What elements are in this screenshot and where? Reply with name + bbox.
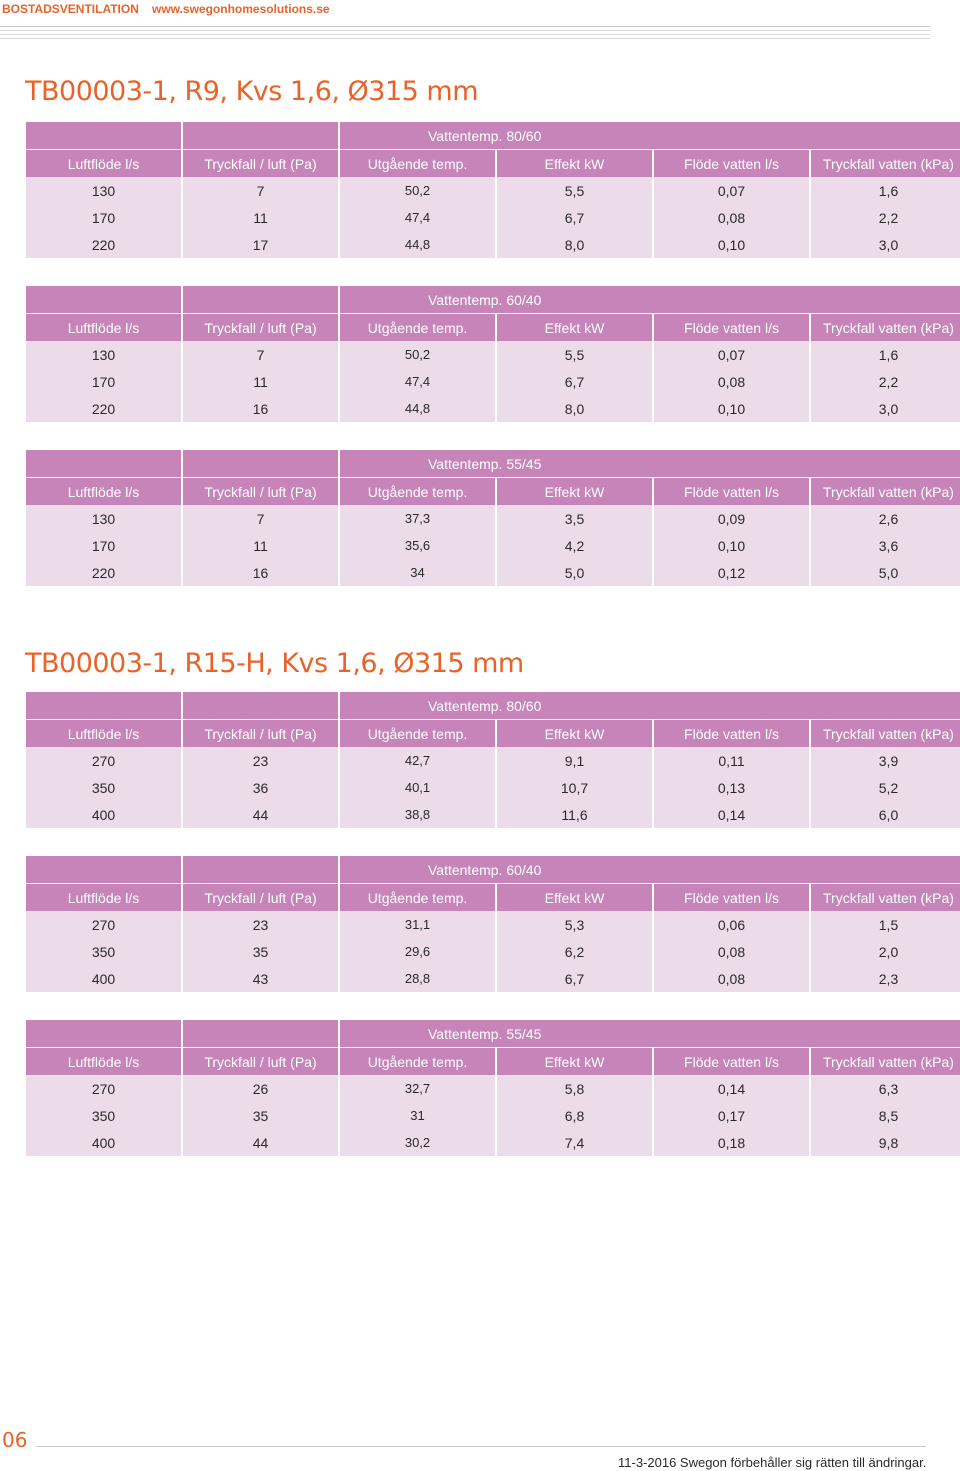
table-cell: 2,2 [811, 368, 960, 395]
table-cell: 6,7 [497, 368, 652, 395]
table-cell: 32,7 [340, 1075, 495, 1102]
table-cell: 11 [183, 204, 338, 231]
column-header: Flöde vatten l/s [654, 314, 809, 341]
table-row [26, 1075, 960, 1102]
temp-row-spacer [26, 1020, 181, 1048]
column-header: Effekt kW [497, 478, 652, 505]
table-cell: 3,0 [811, 395, 960, 422]
performance-table [24, 1020, 960, 1156]
table-cell: 30,2 [340, 1129, 495, 1156]
temp-row-spacer [183, 122, 338, 150]
section-title: TB00003-1, R15-H, Kvs 1,6, Ø315 mm [25, 648, 524, 679]
water-temp-row [26, 122, 960, 150]
table-cell: 11,6 [497, 801, 652, 828]
table-cell: 7 [183, 341, 338, 368]
table-cell: 0,14 [654, 1075, 809, 1102]
table-cell: 3,9 [811, 747, 960, 774]
table-cell: 40,1 [340, 774, 495, 801]
table-cell: 4,2 [497, 532, 652, 559]
table-cell: 220 [26, 231, 181, 258]
table-row [26, 911, 960, 938]
column-header: Utgående temp. [340, 478, 495, 505]
column-header-row [26, 478, 960, 505]
column-header: Tryckfall vatten (kPa) [811, 720, 960, 747]
table-cell: 2,0 [811, 938, 960, 965]
table-cell: 10,7 [497, 774, 652, 801]
table-row [26, 368, 960, 395]
table-cell: 0,10 [654, 395, 809, 422]
column-header-row [26, 314, 960, 341]
table-cell: 44 [183, 801, 338, 828]
page-number: 06 [2, 1428, 28, 1452]
table-cell: 220 [26, 395, 181, 422]
water-temp-label: Vattentemp. 60/40 [340, 286, 960, 314]
table-cell: 400 [26, 1129, 181, 1156]
column-header-row [26, 884, 960, 911]
table-cell: 0,08 [654, 965, 809, 992]
table-cell: 220 [26, 559, 181, 586]
table-cell: 270 [26, 1075, 181, 1102]
column-header: Flöde vatten l/s [654, 884, 809, 911]
table-cell: 34 [340, 559, 495, 586]
table-cell: 0,08 [654, 368, 809, 395]
table-cell: 170 [26, 204, 181, 231]
table-cell: 44,8 [340, 231, 495, 258]
table-cell: 5,5 [497, 177, 652, 204]
table-cell: 8,5 [811, 1102, 960, 1129]
table-cell: 6,3 [811, 1075, 960, 1102]
performance-table [24, 122, 960, 258]
table-cell: 0,17 [654, 1102, 809, 1129]
table-cell: 0,13 [654, 774, 809, 801]
column-header: Tryckfall / luft (Pa) [183, 884, 338, 911]
table-cell: 170 [26, 532, 181, 559]
column-header: Tryckfall / luft (Pa) [183, 314, 338, 341]
table-cell: 16 [183, 559, 338, 586]
table-cell: 3,0 [811, 231, 960, 258]
column-header: Utgående temp. [340, 720, 495, 747]
table-cell: 7 [183, 177, 338, 204]
column-header: Effekt kW [497, 884, 652, 911]
table-cell: 400 [26, 965, 181, 992]
column-header: Tryckfall / luft (Pa) [183, 150, 338, 177]
water-temp-label: Vattentemp. 55/45 [340, 450, 960, 478]
column-header: Tryckfall / luft (Pa) [183, 478, 338, 505]
table-cell: 35,6 [340, 532, 495, 559]
temp-row-spacer [183, 856, 338, 884]
table-cell: 0,09 [654, 505, 809, 532]
column-header: Tryckfall vatten (kPa) [811, 478, 960, 505]
table-cell: 28,8 [340, 965, 495, 992]
temp-row-spacer [26, 450, 181, 478]
column-header: Effekt kW [497, 720, 652, 747]
footer-notice: 11-3-2016 Swegon förbehåller sig rätten till ändringar. [618, 1455, 927, 1470]
table-cell: 0,14 [654, 801, 809, 828]
table-cell: 5,8 [497, 1075, 652, 1102]
column-header: Utgående temp. [340, 150, 495, 177]
water-temp-label: Vattentemp. 60/40 [340, 856, 960, 884]
column-header: Luftflöde l/s [26, 884, 181, 911]
column-header: Utgående temp. [340, 314, 495, 341]
temp-row-spacer [183, 1020, 338, 1048]
table-cell: 0,10 [654, 532, 809, 559]
table-cell: 6,2 [497, 938, 652, 965]
table-cell: 50,2 [340, 341, 495, 368]
column-header-row [26, 1048, 960, 1075]
table-row [26, 1129, 960, 1156]
table-cell: 3,5 [497, 505, 652, 532]
table-cell: 2,6 [811, 505, 960, 532]
table-row [26, 1102, 960, 1129]
water-temp-label: Vattentemp. 80/60 [340, 122, 960, 150]
table-row [26, 231, 960, 258]
table-cell: 9,8 [811, 1129, 960, 1156]
table-cell: 0,07 [654, 341, 809, 368]
table-cell: 7 [183, 505, 338, 532]
table-cell: 44,8 [340, 395, 495, 422]
table-cell: 5,0 [497, 559, 652, 586]
temp-row-spacer [183, 692, 338, 720]
column-header: Luftflöde l/s [26, 720, 181, 747]
table-cell: 0,10 [654, 231, 809, 258]
temp-row-spacer [183, 286, 338, 314]
table-cell: 0,08 [654, 938, 809, 965]
column-header: Utgående temp. [340, 884, 495, 911]
table-cell: 47,4 [340, 204, 495, 231]
column-header: Effekt kW [497, 1048, 652, 1075]
table-cell: 0,06 [654, 911, 809, 938]
table-cell: 170 [26, 368, 181, 395]
table-cell: 11 [183, 532, 338, 559]
table-cell: 38,8 [340, 801, 495, 828]
table-row [26, 559, 960, 586]
column-header: Effekt kW [497, 150, 652, 177]
header-rules [0, 26, 930, 42]
table-cell: 350 [26, 938, 181, 965]
table-cell: 6,7 [497, 965, 652, 992]
column-header: Tryckfall vatten (kPa) [811, 1048, 960, 1075]
table-cell: 42,7 [340, 747, 495, 774]
table-cell: 6,7 [497, 204, 652, 231]
performance-table [24, 856, 960, 992]
table-row [26, 395, 960, 422]
table-cell: 5,3 [497, 911, 652, 938]
table-cell: 29,6 [340, 938, 495, 965]
table-row [26, 341, 960, 368]
column-header: Luftflöde l/s [26, 478, 181, 505]
table-cell: 31,1 [340, 911, 495, 938]
table-cell: 350 [26, 1102, 181, 1129]
table-row [26, 204, 960, 231]
footer-divider [36, 1446, 926, 1447]
water-temp-row [26, 1020, 960, 1048]
column-header: Tryckfall / luft (Pa) [183, 1048, 338, 1075]
water-temp-row [26, 286, 960, 314]
temp-row-spacer [26, 286, 181, 314]
table-cell: 0,18 [654, 1129, 809, 1156]
table-cell: 50,2 [340, 177, 495, 204]
table-row [26, 774, 960, 801]
column-header: Tryckfall vatten (kPa) [811, 884, 960, 911]
column-header: Tryckfall / luft (Pa) [183, 720, 338, 747]
table-cell: 7,4 [497, 1129, 652, 1156]
column-header: Tryckfall vatten (kPa) [811, 150, 960, 177]
table-cell: 44 [183, 1129, 338, 1156]
table-cell: 23 [183, 747, 338, 774]
table-cell: 0,07 [654, 177, 809, 204]
table-row [26, 938, 960, 965]
table-cell: 2,2 [811, 204, 960, 231]
table-cell: 9,1 [497, 747, 652, 774]
column-header: Flöde vatten l/s [654, 1048, 809, 1075]
table-cell: 3,6 [811, 532, 960, 559]
table-row [26, 965, 960, 992]
temp-row-spacer [183, 450, 338, 478]
table-cell: 8,0 [497, 395, 652, 422]
performance-table [24, 450, 960, 586]
column-header: Flöde vatten l/s [654, 478, 809, 505]
column-header-row [26, 150, 960, 177]
table-cell: 37,3 [340, 505, 495, 532]
table-cell: 36 [183, 774, 338, 801]
table-cell: 2,3 [811, 965, 960, 992]
column-header: Tryckfall vatten (kPa) [811, 314, 960, 341]
column-header: Effekt kW [497, 314, 652, 341]
table-row [26, 177, 960, 204]
temp-row-spacer [26, 856, 181, 884]
table-cell: 11 [183, 368, 338, 395]
table-cell: 35 [183, 938, 338, 965]
table-cell: 26 [183, 1075, 338, 1102]
table-cell: 17 [183, 231, 338, 258]
table-cell: 270 [26, 747, 181, 774]
brand-label: BOSTADSVENTILATION [2, 2, 139, 16]
table-cell: 270 [26, 911, 181, 938]
table-row [26, 532, 960, 559]
table-cell: 130 [26, 177, 181, 204]
table-cell: 23 [183, 911, 338, 938]
performance-table [24, 692, 960, 828]
column-header: Utgående temp. [340, 1048, 495, 1075]
water-temp-label: Vattentemp. 55/45 [340, 1020, 960, 1048]
section-title: TB00003-1, R9, Kvs 1,6, Ø315 mm [25, 76, 479, 107]
water-temp-label: Vattentemp. 80/60 [340, 692, 960, 720]
table-cell: 1,6 [811, 177, 960, 204]
water-temp-row [26, 856, 960, 884]
table-cell: 0,08 [654, 204, 809, 231]
table-cell: 0,12 [654, 559, 809, 586]
column-header: Flöde vatten l/s [654, 720, 809, 747]
table-row [26, 747, 960, 774]
table-cell: 5,5 [497, 341, 652, 368]
website-link[interactable]: www.swegonhomesolutions.se [152, 2, 330, 16]
table-cell: 6,0 [811, 801, 960, 828]
table-cell: 0,11 [654, 747, 809, 774]
table-cell: 16 [183, 395, 338, 422]
table-row [26, 505, 960, 532]
table-cell: 5,2 [811, 774, 960, 801]
table-cell: 31 [340, 1102, 495, 1129]
temp-row-spacer [26, 692, 181, 720]
table-cell: 130 [26, 505, 181, 532]
table-cell: 350 [26, 774, 181, 801]
table-cell: 1,5 [811, 911, 960, 938]
table-cell: 5,0 [811, 559, 960, 586]
table-cell: 43 [183, 965, 338, 992]
table-cell: 1,6 [811, 341, 960, 368]
table-cell: 35 [183, 1102, 338, 1129]
table-cell: 47,4 [340, 368, 495, 395]
column-header: Flöde vatten l/s [654, 150, 809, 177]
performance-table [24, 286, 960, 422]
table-cell: 6,8 [497, 1102, 652, 1129]
column-header: Luftflöde l/s [26, 150, 181, 177]
water-temp-row [26, 692, 960, 720]
column-header: Luftflöde l/s [26, 1048, 181, 1075]
table-row [26, 801, 960, 828]
column-header: Luftflöde l/s [26, 314, 181, 341]
table-cell: 8,0 [497, 231, 652, 258]
water-temp-row [26, 450, 960, 478]
column-header-row [26, 720, 960, 747]
table-cell: 400 [26, 801, 181, 828]
table-cell: 130 [26, 341, 181, 368]
temp-row-spacer [26, 122, 181, 150]
